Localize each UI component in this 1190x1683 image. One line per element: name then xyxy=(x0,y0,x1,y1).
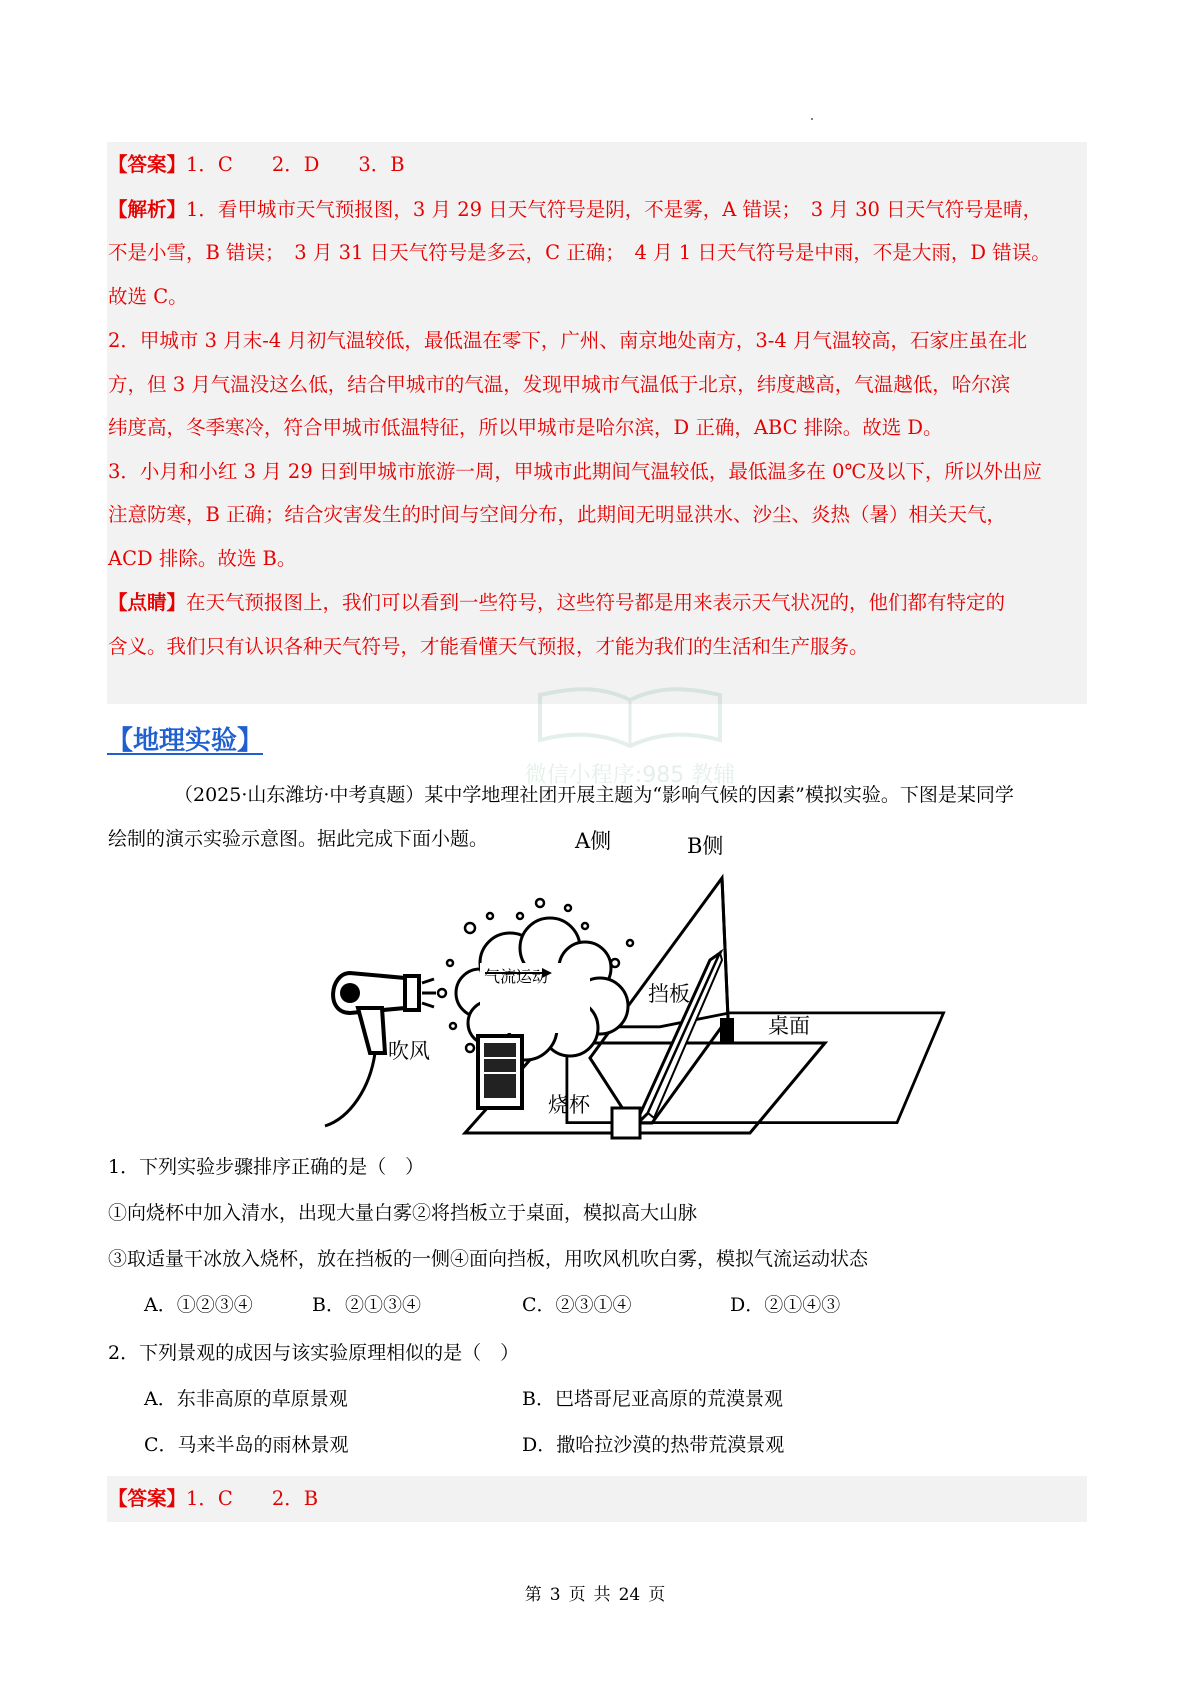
q2-option-c[interactable]: C．马来半岛的雨林景观 xyxy=(144,1434,349,1456)
answer2-tag: 【答案】 xyxy=(108,1487,187,1510)
analysis-line-3: 故选 C。 xyxy=(108,285,188,308)
q2-stem: 2．下列景观的成因与该实验原理相似的是（ ） xyxy=(108,1342,520,1364)
label-side-a: A侧 xyxy=(575,829,612,853)
desk-right-part xyxy=(567,1013,944,1123)
q1-steps-line-2: ③取适量干冰放入烧杯，放在挡板的一侧④面向挡板，用吹风机吹白雾，模拟气流运动状态 xyxy=(108,1248,869,1270)
label-blow: 吹风 xyxy=(388,1039,430,1063)
analysis-line-9: ACD 排除。故选 B。 xyxy=(108,547,297,570)
watermark xyxy=(480,680,780,790)
answer-text: 1．C 2．D 3．B xyxy=(186,153,405,176)
tip-line-2: 含义。我们只有认识各种天气符号，才能看懂天气预报，才能为我们的生活和生产服务。 xyxy=(108,635,869,658)
label-beaker: 烧杯 xyxy=(548,1093,590,1117)
q1-option-c[interactable]: C．②③①④ xyxy=(522,1294,632,1316)
label-desk: 桌面 xyxy=(768,1014,810,1038)
page-total: 24 xyxy=(618,1585,641,1605)
q1-stem: 1．下列实验步骤排序正确的是（ ） xyxy=(108,1156,425,1178)
q2-option-b[interactable]: B．巴塔哥尼亚高原的荒漠景观 xyxy=(522,1388,783,1410)
q1-option-a[interactable]: A．①②③④ xyxy=(144,1294,253,1316)
page-number: 3 xyxy=(549,1585,561,1605)
answer2-text: 1．C 2．B xyxy=(186,1487,319,1510)
tip-line-1: 【点睛】在天气预报图上，我们可以看到一些符号，这些符号都是用来表示天气状况的，他们都有特定的 xyxy=(108,591,1006,614)
analysis-line-6: 纬度高，冬季寒冷，符合甲城市低温特征，所以甲城市是哈尔滨，D 正确，ABC 排除。故选 D。 xyxy=(108,416,943,439)
answer2-line xyxy=(108,1484,318,1514)
answer-line xyxy=(108,150,405,180)
q1-option-d[interactable]: D．②①④③ xyxy=(730,1294,841,1316)
intro-line-2: 绘制的演示实验示意图。据此完成下面小题。 xyxy=(108,828,489,850)
analysis-tag: 【解析】 xyxy=(108,198,187,221)
answer-tag: 【答案】 xyxy=(108,153,187,176)
q2-option-a[interactable]: A．东非高原的草原景观 xyxy=(144,1388,348,1410)
watermark-book-icon xyxy=(480,680,780,760)
beaker xyxy=(478,1036,522,1108)
q1-steps-line-1: ①向烧杯中加入清水，出现大量白雾②将挡板立于桌面，模拟高大山脉 xyxy=(108,1202,698,1224)
q1-option-b[interactable]: B．②①③④ xyxy=(312,1294,421,1316)
page-footer: 第 3 页 共 24 页 xyxy=(524,1585,666,1605)
label-side-b: B侧 xyxy=(687,834,724,858)
analysis-line-5: 方，但 3 月气温没这么低，结合甲城市的气温，发现甲城市气温低于北京，纬度越高，气温越低，哈尔滨 xyxy=(108,373,1011,396)
stray-dot xyxy=(811,118,813,120)
analysis-line-1: 【解析】1．看甲城市天气预报图，3 月 29 日天气符号是阴，不是雾，A 错误； 3 月 30 日天气符号是晴， xyxy=(108,198,1043,221)
analysis-line-2: 不是小雪，B 错误； 3 月 31 日天气符号是多云，C 正确； 4 月 1 日天气符号是中雨，不是大雨，D 错误。 xyxy=(108,241,1051,264)
label-airflow: 气流运动 xyxy=(484,967,549,986)
tip-tag: 【点睛】 xyxy=(108,591,187,614)
section-title: 【地理实验】 xyxy=(107,726,264,756)
experiment-diagram xyxy=(330,829,1030,1148)
q2-option-d[interactable]: D．撒哈拉沙漠的热带荒漠景观 xyxy=(522,1434,785,1456)
analysis-line-8: 注意防寒，B 正确；结合灾害发生的时间与空间分布，此期间无明显洪水、沙尘、炎热（暑）相关天气， xyxy=(108,503,1007,526)
watermark-text: 微信小程序:985 教辅 xyxy=(524,763,736,788)
intro-line-1: （2025·山东潍坊·中考真题）某中学地理社团开展主题为“影响气候的因素”模拟实验。下图是某同学 xyxy=(174,784,1014,806)
analysis-line-4: 2．甲城市 3 月末-4 月初气温较低，最低温在零下，广州、南京地处南方，3-4 月气温较高，石家庄虽在北 xyxy=(108,329,1028,352)
analysis-line-7: 3．小月和小红 3 月 29 日到甲城市旅游一周，甲城市此期间气温较低，最低温多在 0℃及以下，所以外出应 xyxy=(108,460,1042,483)
label-board: 挡板 xyxy=(648,982,690,1006)
